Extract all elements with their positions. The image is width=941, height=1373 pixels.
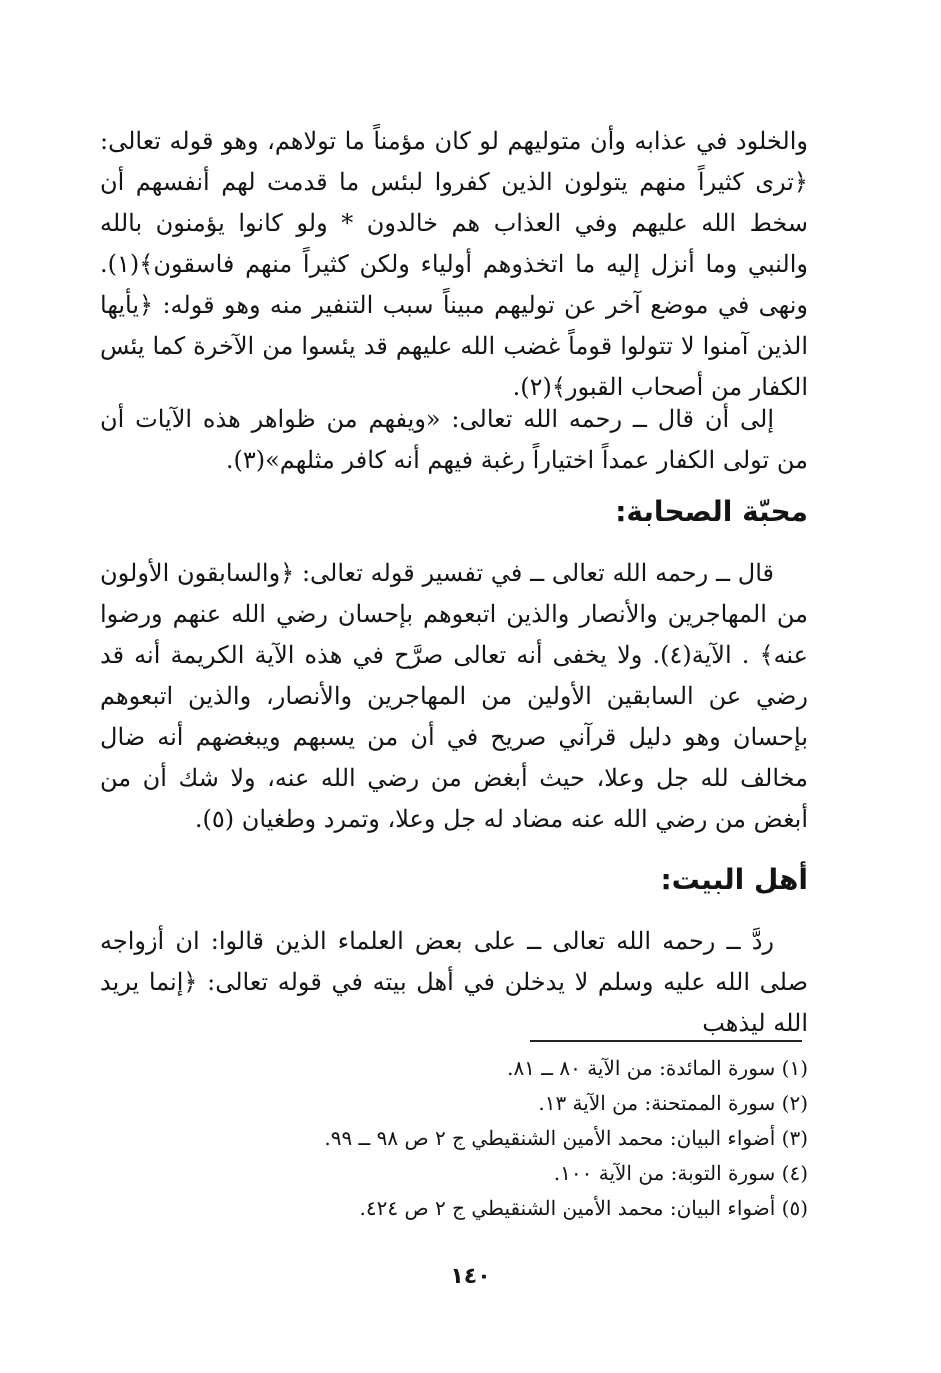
footnote-item: (٣) أضواء البيان: محمد الأمين الشنقيطي ج ٢ ص ٩٨ ــ ٩٩. [324,1126,808,1150]
footnotes-list [248,1051,808,1226]
paragraph-quote-conclusion [100,399,808,481]
section-heading-ahl-al-bayt: أهل البيت: [660,863,808,896]
paragraph-text: والخلود في عذابه وأن متوليهم لو كان مؤمناً ما تولاهم، وهو قوله تعالى: ﴿ترى كثيراً منهم يتولون الذين كفروا لبئس ما قدمت لهم أنفسهم أن سخط الله عليهم وفي العذاب هم خالدون * ولو كانوا يؤمنون بالله والنبي وما أنزل إليه ما اتخذوهم أولياء ولكن كثيراً منهم فاسقون﴾(١). ونهى في موضع آخر عن توليهم مبيناً سبب التنفير منه وهو قوله: ﴿يأيها الذين آمنوا لا تتولوا قوماً غضب الله عليهم قد يئسوا من الآخرة كما يئس الكفار من أصحاب القبور﴾(٢). [100,127,808,401]
footnote-item: (١) سورة المائدة: من الآية ٨٠ ــ ٨١. [507,1056,808,1080]
paragraph-tafsir-tawalli [100,121,808,408]
footnote-item: (٥) أضواء البيان: محمد الأمين الشنقيطي ج ٢ ص ٤٢٤. [359,1196,808,1220]
page-number: ١٤٠ [450,1264,491,1289]
footnote-item: (٢) سورة الممتحنة: من الآية ١٣. [538,1091,808,1115]
footnote-divider [530,1040,802,1042]
paragraph-sahaba [100,553,808,840]
paragraph-ahl-al-bayt [100,921,808,1044]
section-heading-sahaba: محبّة الصحابة: [615,495,808,528]
footnote-item: (٤) سورة التوبة: من الآية ١٠٠. [553,1161,808,1185]
paragraph-text: قال ــ رحمه الله تعالى ــ في تفسير قوله تعالى: ﴿والسابقون الأولون من المهاجرين والأنصار والذين اتبعوهم بإحسان رضي الله عنهم ورضوا عنه﴾ . الآية(٤). ولا يخفى أنه تعالى صرَّح في هذه الآية الكريمة أنه قد رضي عن السابقين الأولين من المهاجرين والأنصار، والذين اتبعوهم بإحسان وهو دليل قرآني صريح في أن من يسبهم ويبغضهم أنه ضال مخالف لله جل وعلا، حيث أبغض من رضي الله عنه، ولا شك أن من أبغض من رضي الله عنه مضاد له جل وعلا، وتمرد وطغيان (٥). [100,559,808,833]
paragraph-text: إلى أن قال ــ رحمه الله تعالى: «ويفهم من ظواهر هذه الآيات أن من تولى الكفار عمداً اختياراً رغبة فيهم أنه كافر مثلهم»(٣). [100,405,808,474]
paragraph-text: ردَّ ــ رحمه الله تعالى ــ على بعض العلماء الذين قالوا: ان أزواجه صلى الله عليه وسلم لا يدخلن في أهل بيته في قوله تعالى: ﴿إنما يريد الله ليذهب [100,927,808,1037]
